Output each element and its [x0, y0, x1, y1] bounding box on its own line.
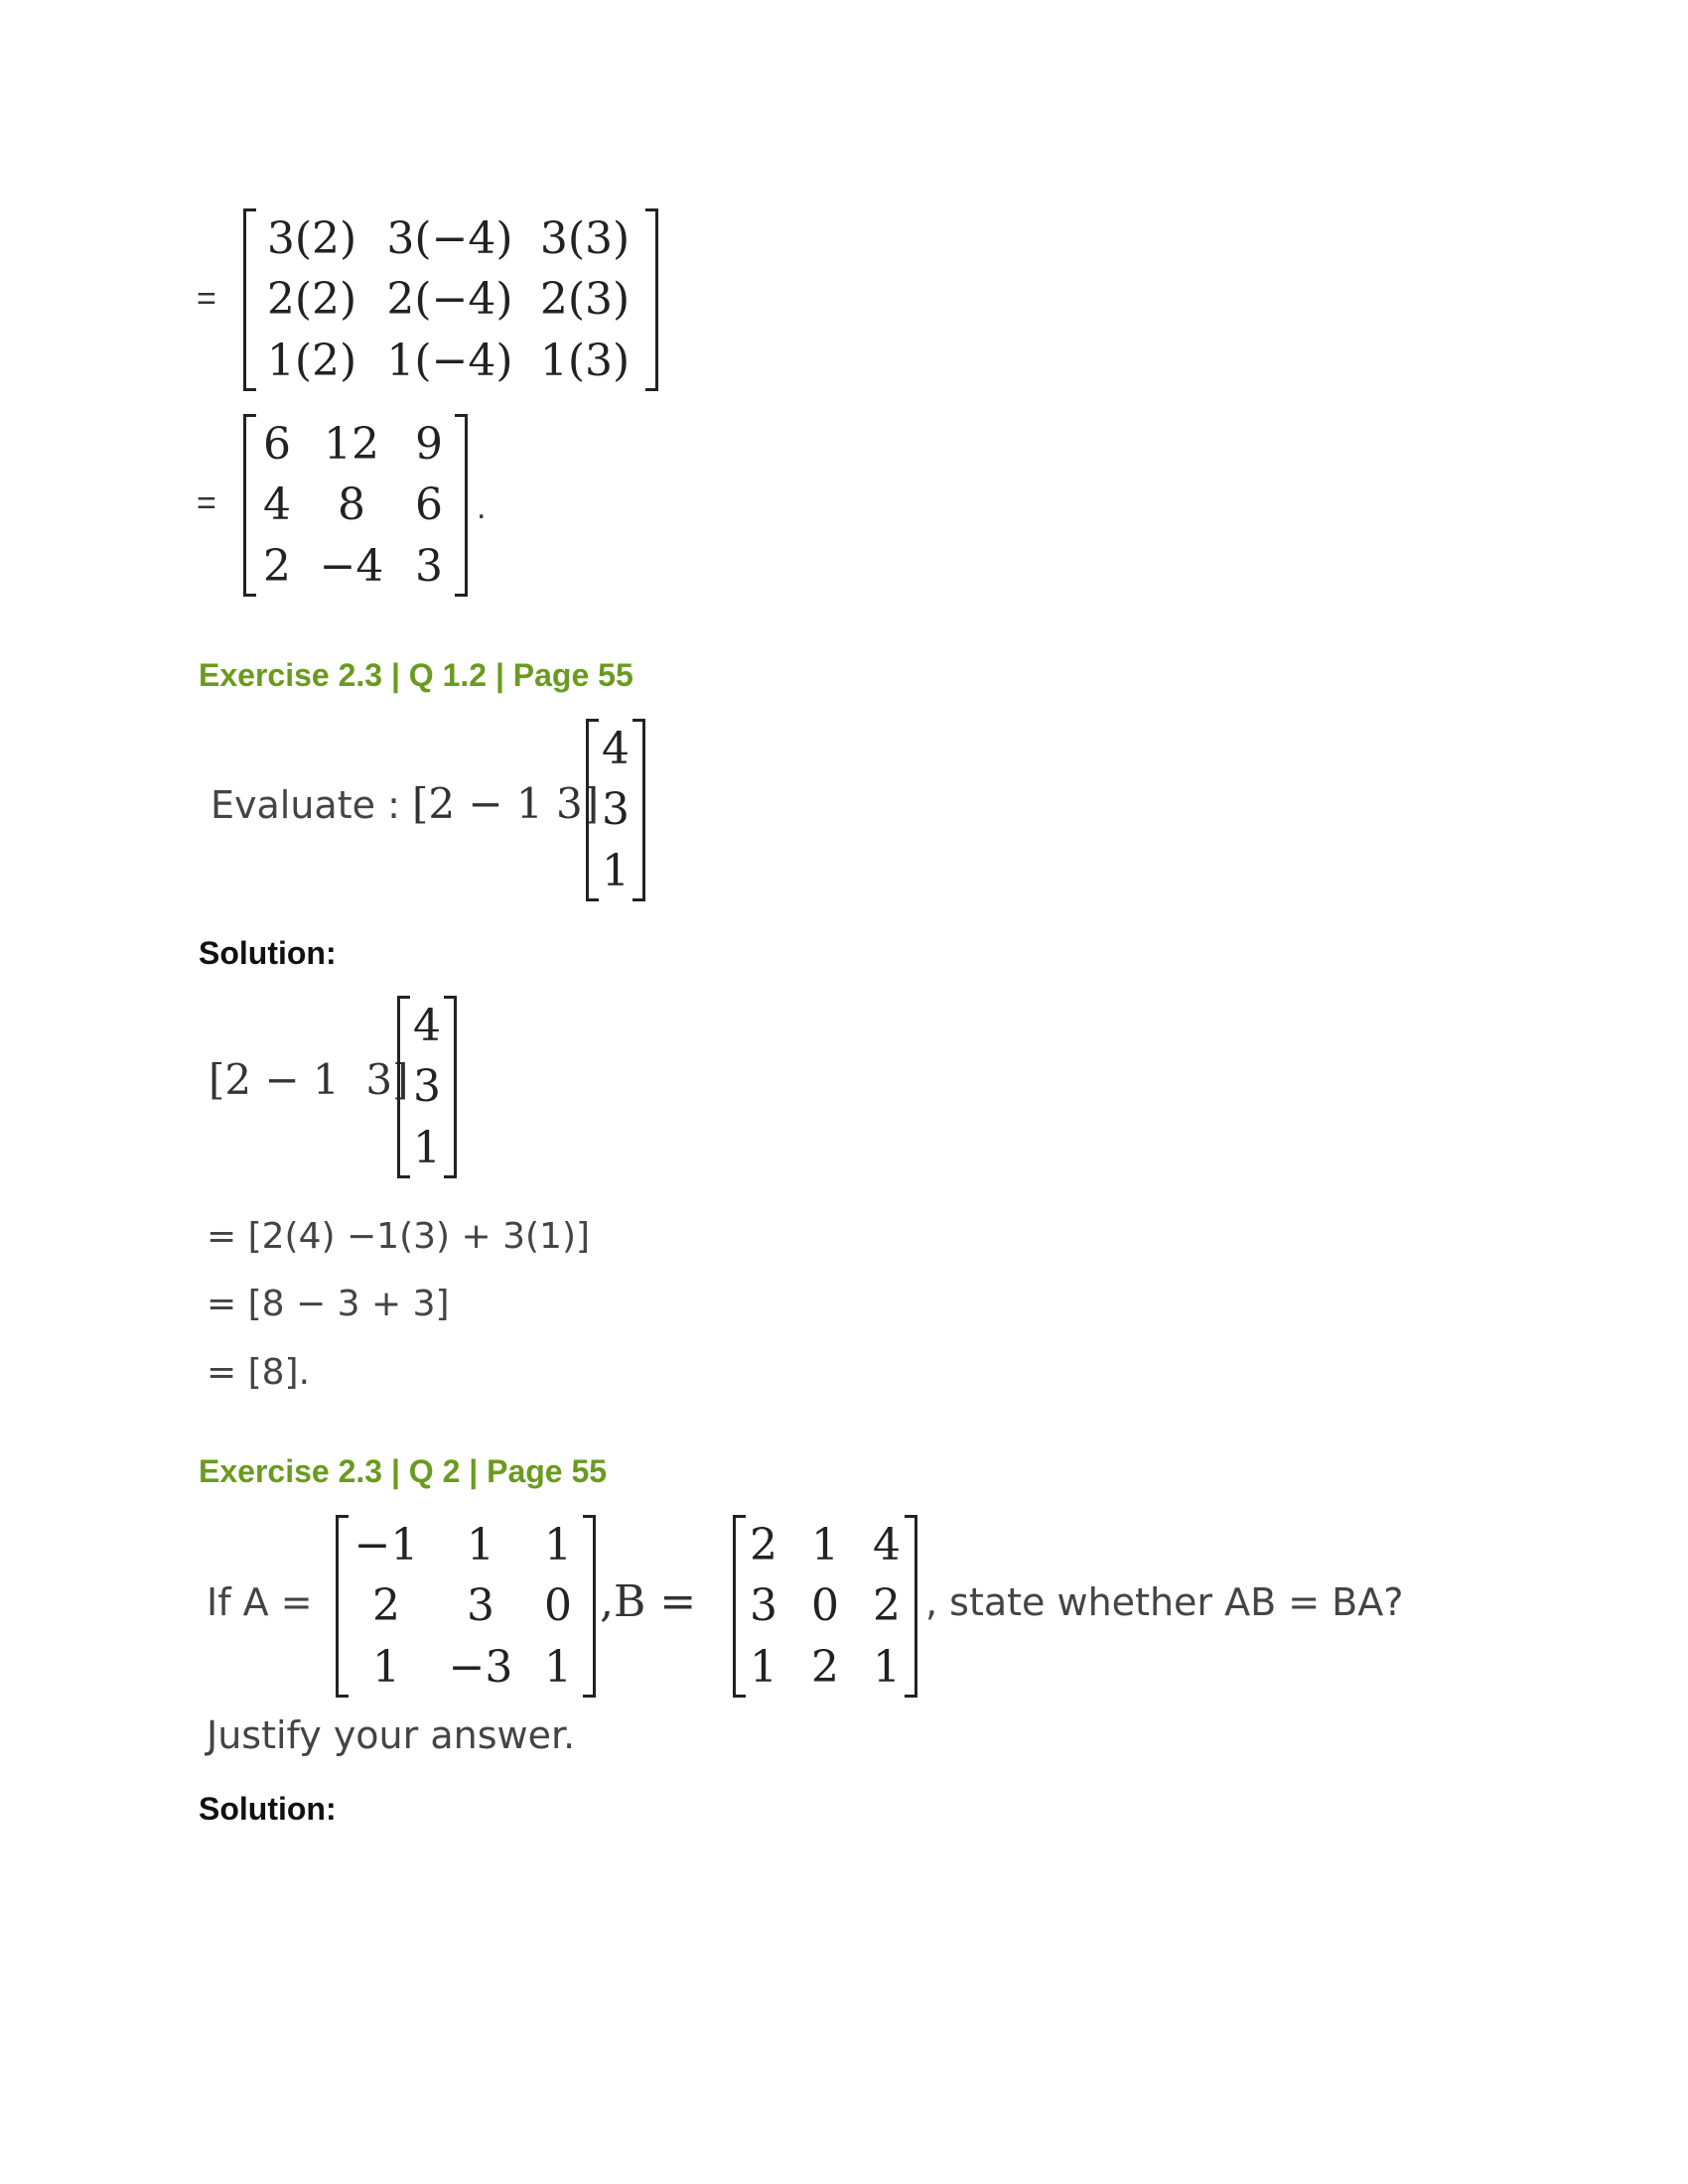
matrix-step2 — [243, 414, 468, 597]
matrix-cell: 1(3) — [539, 335, 631, 386]
exercise-heading: Exercise 2.3 | Q 2 | Page 55 — [199, 1453, 608, 1489]
question-suffix: , state whether AB = BA? — [925, 1580, 1404, 1624]
exercise-heading: Exercise 2.3 | Q 1.2 | Page 55 — [199, 657, 633, 693]
matrix-cell: 3 — [750, 1580, 777, 1632]
matrix-cell: 4 — [873, 1520, 901, 1571]
matrix-cell: 6 — [415, 479, 443, 531]
matrix-cell: 3 — [467, 1580, 494, 1632]
matrix-cell: −3 — [448, 1641, 513, 1693]
solution-step: = [8 − 3 + 3] — [207, 1284, 450, 1324]
matrix-cell: 4 — [413, 1001, 441, 1052]
matrix-cell: 2(2) — [266, 274, 357, 326]
matrix-cell: 2(−4) — [386, 274, 513, 326]
trailing-period: . — [477, 488, 487, 526]
matrix-cell: 3(3) — [539, 213, 631, 265]
solution-label: Solution: — [199, 1791, 337, 1827]
matrix-A — [336, 1515, 596, 1698]
equals-sign: = — [197, 484, 216, 522]
matrix-cell: 4 — [602, 724, 630, 775]
solution-step: = [8]. — [207, 1352, 311, 1393]
matrix-cell: 1(2) — [266, 335, 357, 386]
matrix-cell: 1 — [750, 1641, 777, 1693]
question-line — [211, 779, 599, 828]
matrix-cell: 2 — [263, 540, 291, 592]
matrix-cell: 1 — [544, 1641, 572, 1693]
matrix-cell: 1 — [372, 1641, 400, 1693]
matrix-cell: 6 — [263, 419, 291, 471]
matrix-cell: 1 — [413, 1122, 441, 1173]
matrix-cell: 3(−4) — [386, 213, 513, 265]
matrix-cell: 12 — [324, 419, 379, 471]
matrix-cell: 3 — [602, 784, 630, 836]
matrix-cell: −1 — [353, 1520, 419, 1571]
question-prefix: If A = — [207, 1580, 325, 1624]
row-vector: [2 − 1 3] — [209, 1055, 409, 1104]
matrix-cell: 3 — [415, 540, 443, 592]
matrix-cell: 0 — [544, 1580, 572, 1632]
question-prompt: Evaluate : — [211, 783, 412, 827]
matrix-cell: 1 — [602, 845, 630, 896]
matrix-cell: 2(3) — [539, 274, 631, 326]
matrix-cell: 2 — [372, 1580, 400, 1632]
matrix-cell: 9 — [415, 419, 443, 471]
equals-sign: = — [197, 280, 216, 318]
matrix-cell: −4 — [319, 540, 384, 592]
matrix-separator: ,B = — [600, 1576, 711, 1627]
question-line-2: Justify your answer. — [207, 1713, 576, 1757]
matrix-cell: 3(2) — [266, 213, 357, 265]
row-vector: [2 − 1 3] — [411, 779, 600, 828]
matrix-cell: 1 — [467, 1520, 494, 1571]
matrix-cell: 0 — [811, 1580, 839, 1632]
matrix-cell: 8 — [338, 479, 365, 531]
matrix-cell: 2 — [811, 1641, 839, 1693]
matrix-cell: 3 — [413, 1061, 441, 1113]
column-vector — [397, 996, 457, 1178]
matrix-cell: 1 — [873, 1641, 901, 1693]
matrix-cell: 1 — [544, 1520, 572, 1571]
column-vector — [586, 719, 645, 901]
matrix-cell: 2 — [750, 1520, 777, 1571]
solution-label: Solution: — [199, 935, 337, 971]
matrix-B — [733, 1515, 917, 1698]
matrix-step1 — [243, 208, 658, 391]
matrix-cell: 1 — [811, 1520, 839, 1571]
matrix-cell: 1(−4) — [386, 335, 513, 386]
matrix-cell: 4 — [263, 479, 291, 531]
solution-step: = [2(4) −1(3) + 3(1)] — [207, 1216, 591, 1257]
matrix-cell: 2 — [873, 1580, 901, 1632]
